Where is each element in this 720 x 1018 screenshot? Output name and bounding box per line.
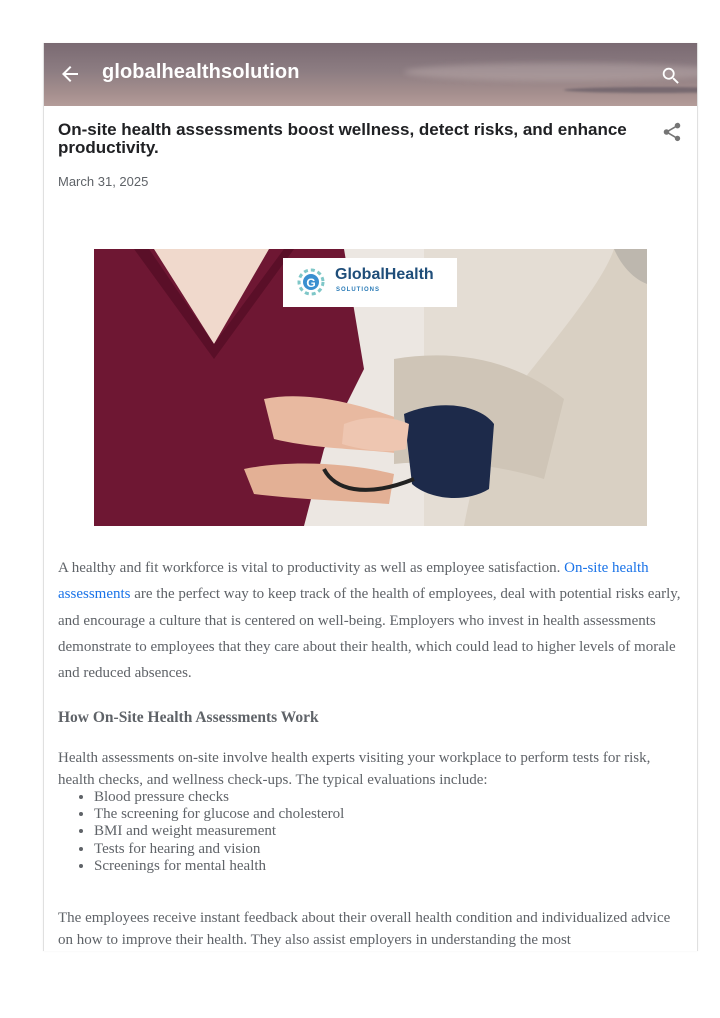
site-title[interactable]: globalhealthsolution xyxy=(102,61,300,83)
paragraph-feedback: The employees receive instant feedback about their overall health condition and individualized advice on how to improve their health. They also assist employers in understanding the most xyxy=(58,910,671,948)
list-item: • Blood pressure checks xyxy=(94,789,344,806)
hero-image xyxy=(94,249,647,526)
globalhealth-logo-icon xyxy=(295,266,327,298)
on-site-health-assessments-link[interactable]: On-site health assessments xyxy=(58,560,649,603)
paragraph-intro xyxy=(58,555,683,686)
svg-text:G: G xyxy=(306,276,316,290)
list-item: • Tests for hearing and vision xyxy=(94,841,344,858)
header-background-cloud xyxy=(564,87,697,93)
list-item: • BMI and weight measurement xyxy=(94,823,344,840)
list-item: • Screenings for mental health xyxy=(94,858,344,875)
paragraph-text: A healthy and fit workforce is vital to productivity as well as employee satisfaction. xyxy=(58,560,565,576)
post-date: March 31, 2025 xyxy=(58,174,149,189)
share-icon[interactable] xyxy=(661,121,683,143)
section-heading: How On-Site Health Assessments Work xyxy=(58,709,319,726)
search-icon[interactable] xyxy=(660,65,682,87)
logo-sub-text: SOLUTIONS xyxy=(336,287,381,293)
header-background-cloud xyxy=(404,63,697,81)
logo-brand-text: GlobalHealth xyxy=(335,266,434,283)
logo-box xyxy=(283,258,457,307)
blog-header xyxy=(44,43,697,106)
post-title: On-site health assessments boost wellness, detect risks, and enhance productivity. xyxy=(58,120,627,157)
list-item: • The screening for glucose and cholesterol xyxy=(94,806,344,823)
arrow-back-icon[interactable] xyxy=(58,62,82,86)
post-card xyxy=(43,43,698,951)
paragraph-text: are the perfect way to keep track of the health of employees, deal with potential risks early, and encourage a culture that is centered on well-being. Employers who invest in health assessments demonstrate to employees that they care about their health, which could lead to higher levels of morale and reduced absences. xyxy=(58,586,681,682)
evaluations-list xyxy=(80,789,344,875)
paragraph-how-it-works: Health assessments on-site involve health experts visiting your workplace to perform tests for risk, health checks, and wellness check-ups. The typical evaluations include: xyxy=(58,750,651,788)
